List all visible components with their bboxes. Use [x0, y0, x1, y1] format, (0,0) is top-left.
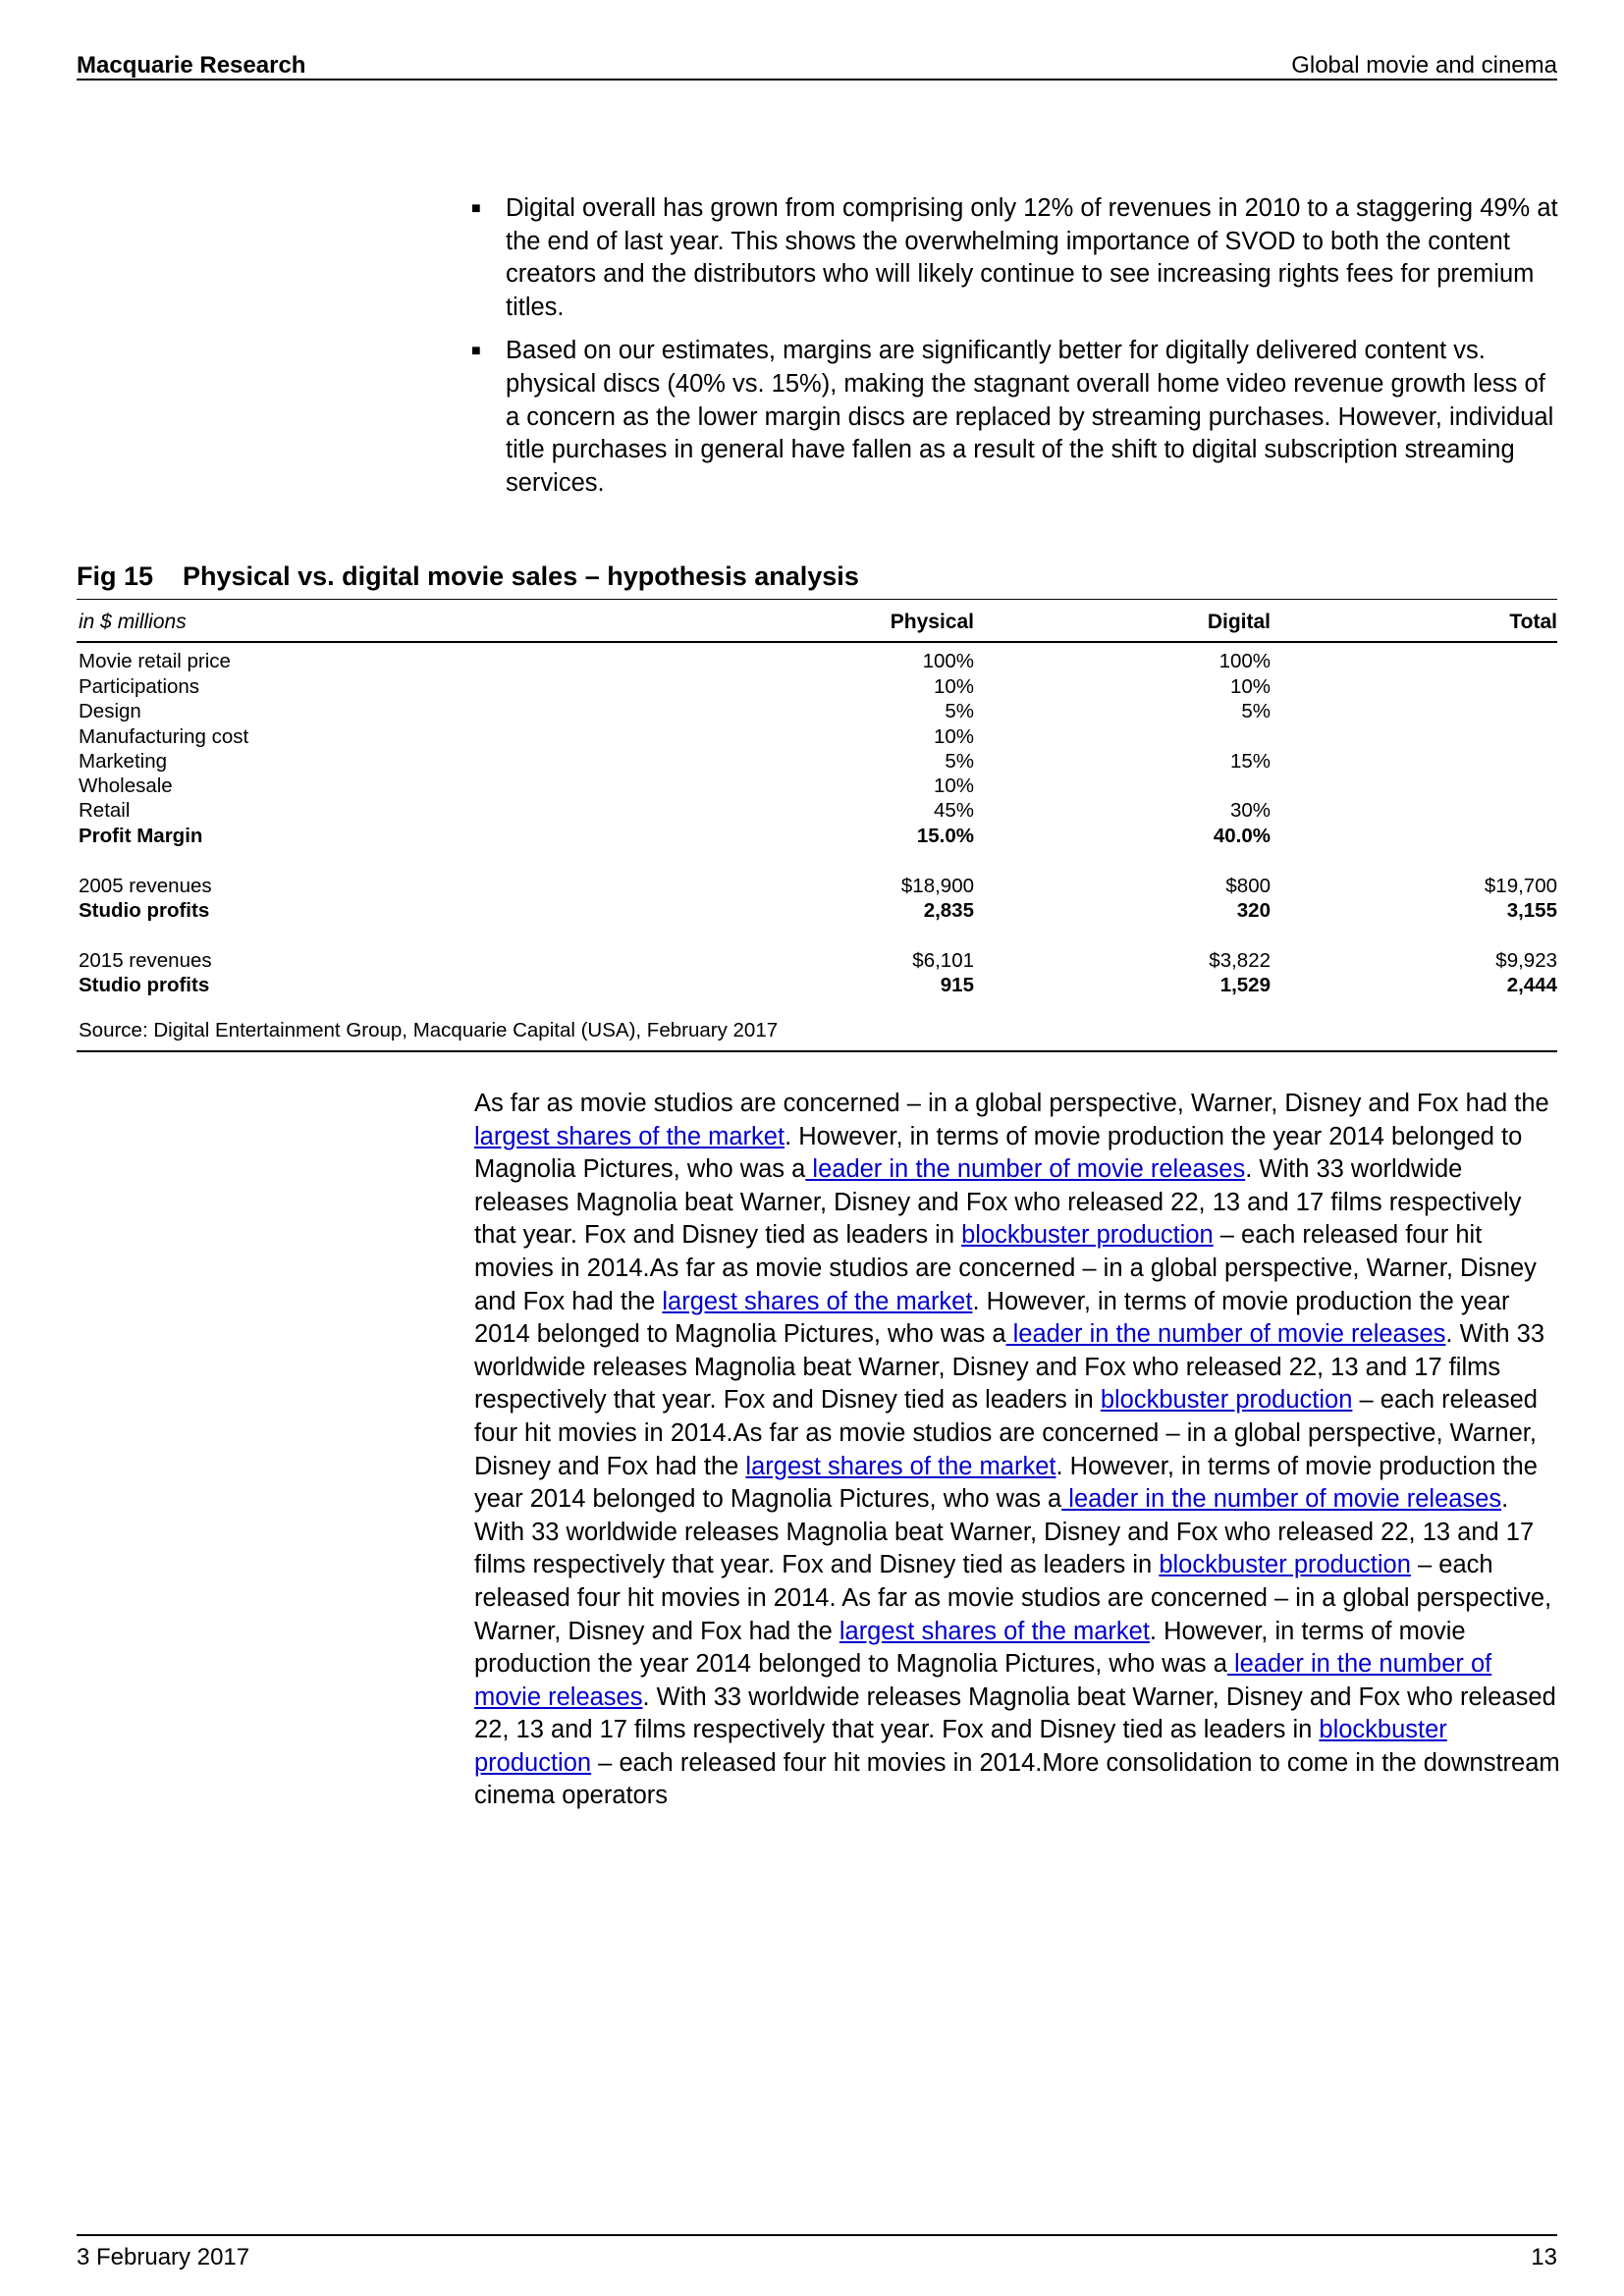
table-row — [77, 948, 1557, 974]
figure-title — [77, 561, 859, 592]
inline-link[interactable]: leader in the number of movie releases — [805, 1155, 1246, 1184]
table-row — [77, 699, 1557, 724]
column-header-total: Total — [1509, 611, 1557, 633]
cell-digital: 320 — [1236, 899, 1271, 922]
table-row — [77, 874, 1557, 899]
table-row — [77, 774, 1557, 799]
table-body — [77, 643, 1557, 1034]
inline-link[interactable]: largest shares of the market — [745, 1452, 1056, 1480]
row-label: 2005 revenues — [79, 875, 212, 897]
figure-source — [77, 1011, 1557, 1052]
cell-physical: 10% — [933, 774, 974, 797]
row-label: Participations — [79, 675, 200, 698]
table-row — [77, 824, 1557, 849]
cell-digital: 1,529 — [1219, 974, 1271, 996]
cell-physical: 2,835 — [923, 899, 974, 922]
row-label: Profit Margin — [79, 825, 203, 847]
paragraph-text: – each released four hit movies in 2014. As far as movie studios are concerned – in a global perspective, Warner, Disney and Fox had the — [474, 1551, 1552, 1645]
cell-total: 2,444 — [1506, 974, 1557, 996]
cell-digital: 40.0% — [1213, 825, 1271, 847]
figure-caption: Physical vs. digital movie sales – hypothesis analysis — [183, 561, 859, 591]
inline-link[interactable]: blockbuster production — [961, 1221, 1214, 1250]
column-header-digital: Digital — [1207, 611, 1271, 633]
row-label: Design — [79, 700, 141, 722]
paragraph-text: . With 33 worldwide releases Magnolia beat Warner, Disney and Fox who released 22, 13 and 17 films respectively that year. Fox and Disney tied as leaders in — [474, 1485, 1535, 1579]
bullet-square-icon: ■ — [471, 343, 481, 360]
cell-physical: 100% — [922, 650, 974, 672]
table-row — [77, 798, 1557, 824]
row-label: 2015 revenues — [79, 949, 212, 972]
bullet-list — [471, 192, 1561, 510]
inline-link[interactable]: blockbuster production — [1100, 1386, 1353, 1415]
inline-link[interactable]: largest shares of the market — [662, 1287, 973, 1315]
cell-physical: 915 — [940, 974, 974, 996]
paragraph-text: As far as movie studios are concerned – in a global perspective, Warner, Disney and Fox had the — [474, 1090, 1549, 1117]
cell-physical: 5% — [945, 750, 974, 773]
cell-total: 3,155 — [1506, 899, 1557, 922]
paragraph-text: – each released four hit movies in 2014.As far as movie studios are concerned – in a global perspective, Warner, Disney and Fox had the — [474, 1221, 1537, 1315]
inline-link[interactable]: leader in the number of movie releases — [474, 1650, 1492, 1711]
paragraph-text: . However, in terms of movie production the year 2014 belonged to Magnolia Pictures, who was a — [474, 1287, 1510, 1349]
cell-digital: 10% — [1229, 675, 1271, 698]
table-row — [77, 674, 1557, 700]
table-row — [77, 649, 1557, 674]
page-footer — [77, 2234, 1557, 2275]
cell-total: $19,700 — [1484, 875, 1557, 897]
cell-digital: $3,822 — [1209, 949, 1271, 972]
paragraph-text: . However, in terms of movie production the year 2014 belonged to Magnolia Pictures, who was a — [474, 1617, 1466, 1679]
paragraph-text: . However, in terms of movie production the year 2014 belonged to Magnolia Pictures, who was a — [474, 1122, 1523, 1184]
table-header — [77, 599, 1557, 643]
paragraph-text: . However, in terms of movie production the year 2014 belonged to Magnolia Pictures, who was a — [474, 1452, 1538, 1514]
table-row — [77, 898, 1557, 924]
paragraph-text: . With 33 worldwide releases Magnolia beat Warner, Disney and Fox who released 22, 13 and 17 films respectively that year. Fox and Disney tied as leaders in — [474, 1320, 1545, 1415]
paragraph-text: . With 33 worldwide releases Magnolia beat Warner, Disney and Fox who released 22, 13 and 17 films respectively that year. Fox and Disney tied as leaders in — [474, 1682, 1556, 1744]
row-label: Retail — [79, 799, 131, 822]
page-number: 13 — [1531, 2244, 1557, 2270]
inline-link[interactable]: blockbuster production — [1159, 1551, 1411, 1579]
cell-digital: 5% — [1241, 700, 1271, 722]
cell-physical: $18,900 — [900, 875, 974, 897]
cell-physical: 10% — [933, 675, 974, 698]
paragraph-text: . With 33 worldwide releases Magnolia beat Warner, Disney and Fox who released 22, 13 and 17 films respectively that year. Fox and Disney tied as leaders in — [474, 1155, 1522, 1250]
inline-link[interactable]: blockbuster production — [474, 1716, 1447, 1777]
cell-physical: $6,101 — [912, 949, 974, 972]
row-label: Studio profits — [79, 974, 210, 996]
cell-digital: 15% — [1229, 750, 1271, 773]
column-header-units: in $ millions — [79, 611, 187, 633]
paragraph-text: – each released four hit movies in 2014.More consolidation to come in the downstream cinema operators — [474, 1748, 1560, 1810]
cell-digital: 100% — [1218, 650, 1271, 672]
cell-digital: 30% — [1229, 799, 1271, 822]
cell-total: $9,923 — [1495, 949, 1557, 972]
table-row — [77, 749, 1557, 774]
row-label: Wholesale — [79, 774, 173, 797]
row-label: Movie retail price — [79, 650, 231, 672]
figure-table — [77, 599, 1557, 1041]
inline-link[interactable]: leader in the number of movie releases — [1061, 1485, 1502, 1514]
cell-physical: 15.0% — [916, 825, 974, 847]
bullet-text: Based on our estimates, margins are significantly better for digitally delivered content vs. physical discs (40% vs. 15%), making the stagnant overall home video revenue growth less of a concern as the lower margin discs are replaced by streaming purchases. However, individual title purchases in general have fallen as a result of the shift to digital subscription streaming services. — [506, 337, 1554, 497]
inline-link[interactable]: largest shares of the market — [474, 1122, 785, 1150]
row-label: Manufacturing cost — [79, 725, 249, 748]
inline-link[interactable]: leader in the number of movie releases — [1005, 1320, 1446, 1349]
row-label: Marketing — [79, 750, 168, 773]
bullet-item — [471, 335, 1561, 500]
column-header-physical: Physical — [890, 611, 974, 633]
paragraph-text: – each released four hit movies in 2014.As far as movie studios are concerned – in a global perspective, Warner, Disney and Fox had the — [474, 1386, 1538, 1480]
report-title: Global movie and cinema — [1291, 52, 1557, 79]
bullet-text: Digital overall has grown from comprising only 12% of revenues in 2010 to a staggering 49% at the end of last year. This shows the overwhelming importance of SVOD to both the content creators and the distributors who will likely continue to see increasing rights fees for premium titles. — [506, 194, 1558, 321]
source-note: Source: Digital Entertainment Group, Macquarie Capital (USA), February 2017 — [79, 1019, 779, 1041]
bullet-item — [471, 192, 1561, 324]
row-label: Studio profits — [79, 899, 210, 922]
cell-physical: 10% — [933, 725, 974, 748]
bullet-square-icon: ■ — [471, 200, 481, 217]
cell-physical: 45% — [933, 799, 974, 822]
table-row — [77, 724, 1557, 750]
table-row — [77, 973, 1557, 998]
publisher-name: Macquarie Research — [77, 52, 306, 79]
figure-number: Fig 15 — [77, 561, 154, 591]
publication-date: 3 February 2017 — [77, 2244, 250, 2270]
cell-digital: $800 — [1225, 875, 1271, 897]
inline-link[interactable]: largest shares of the market — [839, 1617, 1150, 1645]
cell-physical: 5% — [945, 700, 974, 722]
body-paragraph — [474, 1088, 1562, 1813]
page-header — [77, 43, 1557, 80]
